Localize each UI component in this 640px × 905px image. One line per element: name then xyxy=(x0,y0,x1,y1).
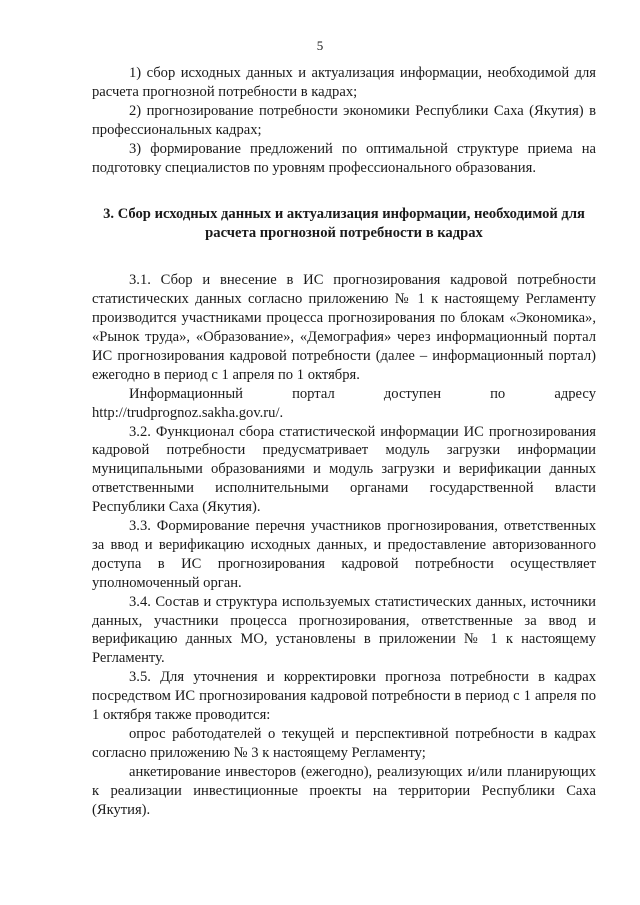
paragraph-3-5: 3.5. Для уточнения и корректировки прогноза потребности в кадрах посредством ИС прогнозирования кадровой потребности в период с 1 апреля по 1 октября также проводится: xyxy=(92,669,596,724)
paragraph-3-2: 3.2. Функционал сбора статистической информации ИС прогнозирования кадровой потребности предусматривает модуль загрузки информации муниципальными образованиями и модуль загрузки и верификации данных ответственными исполнительными органами государственной власти Республики Саха (Якутия). xyxy=(92,423,596,516)
paragraph-3-4: 3.4. Состав и структура используемых статистических данных, источники данных, участники процесса прогнозирования, ответственные за ввод и верификацию данных МО, установлены в приложении № 1 к настоящему Регламенту. xyxy=(92,593,596,667)
paragraph-3-1: 3.1. Сбор и внесение в ИС прогнозирования кадровой потребности статистических данных согласно приложению № 1 к настоящему Регламенту производится участниками процесса прогнозирования по блокам «Экономика», «Рынок труда», «Образование», «Демография» через информационный портал ИС прогнозирования кадровой потребности (далее – информационный портал) ежегодно в период с 1 апреля по 1 октября. xyxy=(92,272,596,383)
intro-item: 3) формирование предложений по оптимальной структуре приема на подготовку специалистов по уровням профессионального образования. xyxy=(92,140,596,176)
paragraph-3-3: 3.3. Формирование перечня участников прогнозирования, ответственных за ввод и верификацию исходных данных, и предоставление авторизованного доступа в ИС прогнозирования кадровой потребности осуществляет уполномоченный орган. xyxy=(92,518,596,591)
employer-survey-item: опрос работодателей о текущей и перспективной потребности в кадрах согласно приложению № 3 к настоящему Регламенту; xyxy=(92,726,596,761)
section-heading: 3. Сбор исходных данных и актуализация информации, необходимой для расчета прогнозной потребности в кадрах xyxy=(103,206,585,242)
intro-item: 1) сбор исходных данных и актуализация информации, необходимой для расчета прогнозной потребности в кадрах; xyxy=(92,65,596,100)
document-body xyxy=(92,64,596,820)
intro-item: 2) прогнозирование потребности экономики Республики Саха (Якутия) в профессиональных кадрах; xyxy=(92,102,596,138)
investor-survey-item: анкетирование инвесторов (ежегодно), реализующих и/или планирующих к реализации инвестиционные проекты на территории Республики Саха (Якутия). xyxy=(92,763,596,818)
page-number: 5 xyxy=(316,38,324,53)
portal-address-paragraph: Информационный портал доступен по адресу http://trudprognoz.sakha.gov.ru/. xyxy=(92,385,596,421)
